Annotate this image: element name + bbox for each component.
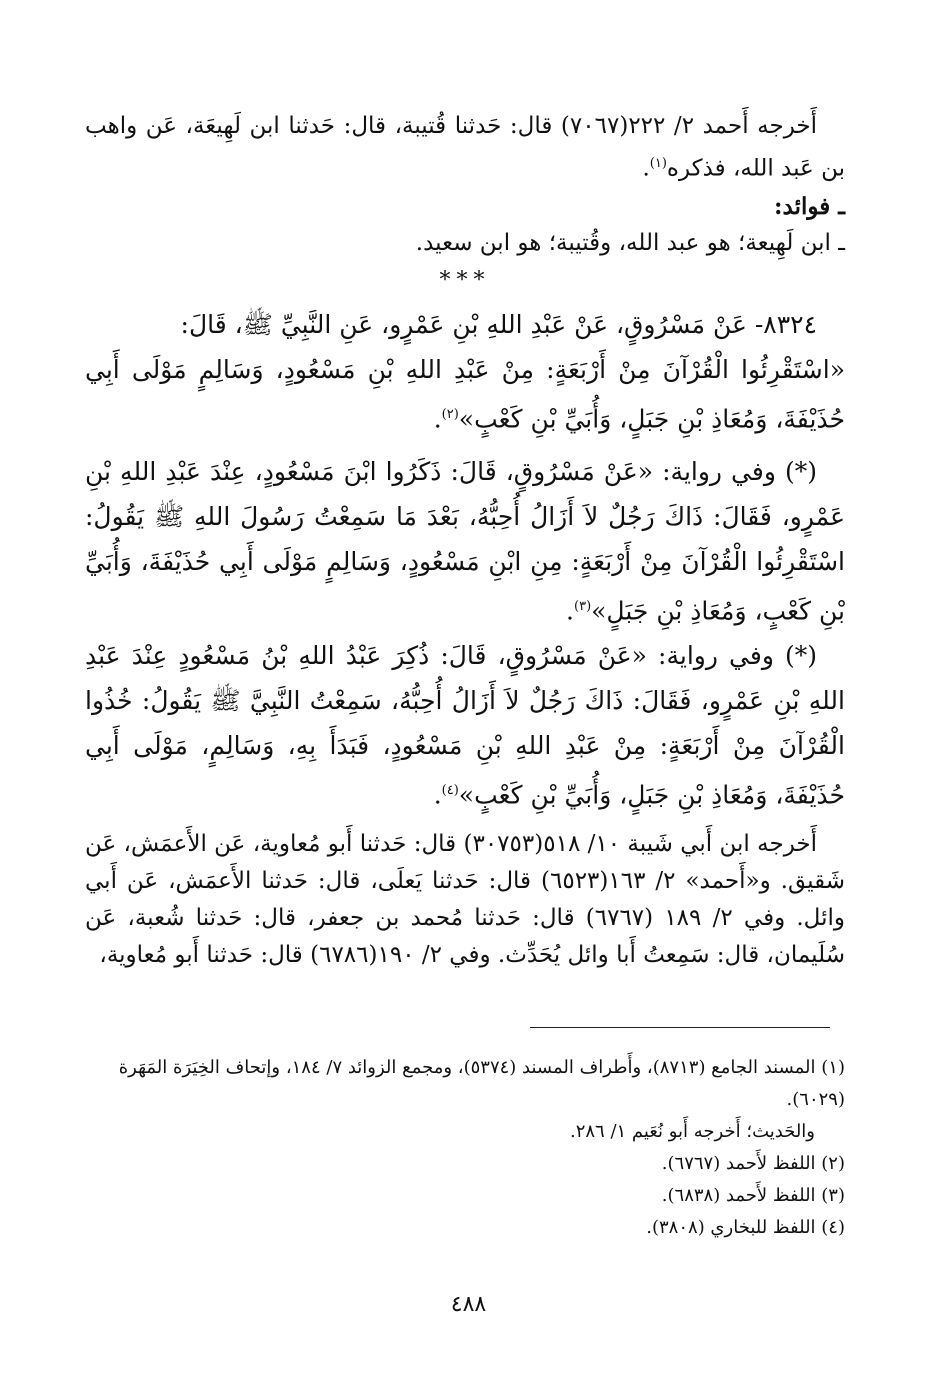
fawaid-heading: ـ فوائد:: [774, 192, 845, 220]
footnotes: [85, 1052, 845, 1244]
footnote-1: (١) المسند الجامع (٨٧١٣)، وأَطراف المسند (٥٣٧٤)، ومجمع الزوائد ٧/ ١٨٤، وإتحاف الخِيَرَة المَهَرة (٦٠٢٩).: [118, 1057, 845, 1110]
main-text: [85, 108, 845, 974]
hadith-header: ٨٣٢٤- عَنْ مَسْرُوقٍ، عَنْ عَبْدِ اللهِ بْنِ عَمْرٍو، عَنِ النَّبِيِّ ﷺ، قَالَ:: [180, 309, 817, 339]
footnote-ref-4[interactable]: (٤): [441, 783, 459, 799]
footnote-3: (٣) اللفظ لأَحمد (٦٨٣٨).: [661, 1185, 845, 1206]
takhrij-paragraph-2: أَخرجه ابن أَبي شَيبة ١٠/ ٥١٨(٣٠٧٥٣) قال: حَدثنا أَبو مُعاوية، عَن الأَعمَش، عَن شَقيق. و«أَحمد» ٢/ ١٦٣(٦٥٢٣) قال: حَدثنا يَعلَى، قال: حَدثنا الأَعمَش، عَن أَبي وائل. وفي ٢/ ١٨٩ (٦٧٦٧) قال: حَدثنا مُحمد بن جعفر، قال: حَدثنا شُعبة، عَن سُلَيمان، قال: سَمِعتُ أَبا وائل يُحَدِّث. وفي ٢/ ١٩٠(٦٧٨٦) قال: حَدثنا أَبو مُعاوية،: [85, 830, 845, 968]
footnote-divider: [530, 1027, 830, 1028]
footnote-ref-3[interactable]: (٣): [574, 598, 592, 614]
page-number: ٤٨٨: [450, 1292, 487, 1317]
fawaid-line: ـ ابن لَهِيعة؛ هو عبد الله، وقُتيبة؛ هو ابن سعيد.: [415, 229, 845, 256]
footnote-ref-2[interactable]: (٢): [441, 406, 459, 422]
riwaya-1: (*) وفي رواية: «عَنْ مَسْرُوقٍ، قَالَ: ذَكَرُوا ابْنَ مَسْعُودٍ، عِنْدَ عَبْدِ اللهِ بْنِ عَمْرٍو، فَقَالَ: ذَاكَ رَجُلٌ لاَ أَزَالُ أُحِبُّهُ، بَعْدَ مَا سَمِعْتُ رَسُولَ اللهِ ﷺ يَقُولُ: اسْتَقْرِئُوا الْقُرْآنَ مِنْ أَرْبَعَةٍ: مِنِ ابْنِ مَسْعُودٍ، وَسَالِمٍ مَوْلَى أَبِي حُذَيْفَةَ، وَأُبَيِّ بْنِ كَعْبٍ، وَمُعَاذِ بْنِ جَبَلٍ»$^{(٣)}$.: [85, 456, 845, 626]
footnote-2: (٢) اللفظ لأَحمد (٦٧٦٧).: [661, 1153, 845, 1174]
section-separator: ***: [439, 267, 491, 293]
footnote-1-extra: والحَديث؛ أَخرجه أَبو نُعَيم ١/ ٢٨٦.: [569, 1121, 815, 1142]
footnote-4: (٤) اللفظ للبخاري (٣٨٠٨).: [646, 1217, 845, 1238]
riwaya-2: (*) وفي رواية: «عَنْ مَسْرُوقٍ، قَالَ: ذُكِرَ عَبْدُ اللهِ بْنُ مَسْعُودٍ عِنْدَ عَبْدِ اللهِ بْنِ عَمْرٍو، فَقَالَ: ذَاكَ رَجُلٌ لاَ أَزَالُ أُحِبُّهُ، سَمِعْتُ النَّبِيَّ ﷺ يَقُولُ: خُذُوا الْقُرْآنَ مِنْ أَرْبَعَةٍ: مِنْ عَبْدِ اللهِ بْنِ مَسْعُودٍ، فَبَدَأَ بِهِ، وَسَالِمٍ، مَوْلَى أَبِي حُذَيْفَةَ، وَمُعَاذِ بْنِ جَبَلٍ، وَأُبَيِّ بْنِ كَعْبٍ»$^{(٤)}$.: [85, 641, 845, 810]
hadith-text: «اسْتَقْرِئُوا الْقُرْآنَ مِنْ أَرْبَعَةٍ: مِنْ عَبْدِ اللهِ بْنِ مَسْعُودٍ، وَسَالِمٍ مَوْلَى أَبِي حُذَيْفَةَ، وَمُعَاذِ بْنِ جَبَلٍ، وَأُبَيِّ بْنِ كَعْبٍ»$^{(٢)}$.: [85, 354, 845, 433]
takhrij-paragraph-1: أَخرجه أَحمد ٢/ ٢٢٢(٧٠٦٧) قال: حَدثنا قُتيبة، قال: حَدثنا ابن لَهِيعَة، عَن واهب بن عَبد الله، فذكره$^{(١)}$.: [85, 113, 845, 182]
footnote-ref-1[interactable]: (١): [649, 156, 667, 171]
